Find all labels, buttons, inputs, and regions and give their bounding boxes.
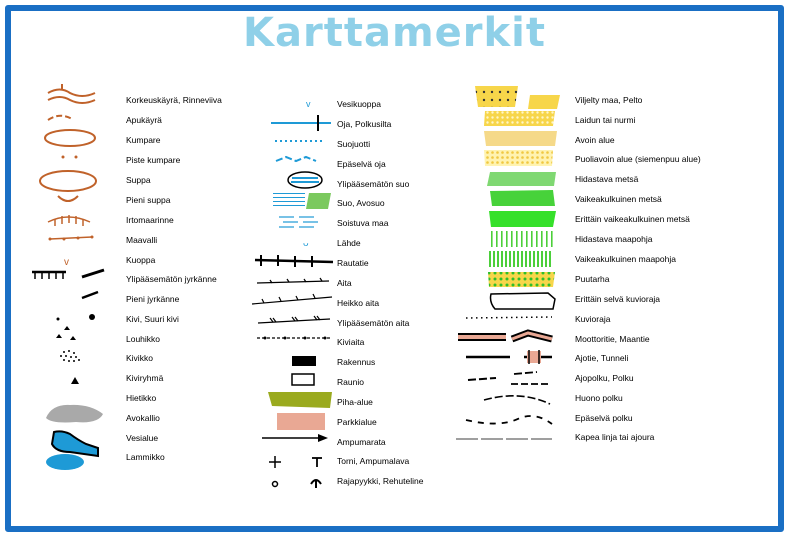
- legend-label: Avokallio: [126, 413, 160, 423]
- legend-label: Lähde: [337, 238, 361, 248]
- legend-label: Vesikuoppa: [337, 99, 381, 109]
- track-path-symbol: [468, 372, 549, 384]
- firing-range-symbol: [262, 434, 328, 442]
- boulder-symbol: [57, 314, 96, 321]
- boulder-cluster-symbol: [71, 377, 79, 384]
- small-knoll-symbol: [62, 156, 78, 159]
- legend-label: Kiviryhmä: [126, 373, 164, 383]
- parking-area-symbol: [277, 413, 325, 430]
- cairn-symbol: [273, 482, 278, 487]
- legend-label: Kivi, Suuri kivi: [126, 314, 179, 324]
- legend-label: Puutarha: [575, 274, 610, 284]
- impassable-fence-symbol: [258, 316, 330, 323]
- depression-symbol: [40, 171, 96, 191]
- legend-label: Lammikko: [126, 452, 165, 462]
- distinct-vegetation-boundary-symbol: [491, 293, 556, 309]
- fence-symbol: [257, 278, 329, 283]
- legend-label: Ylipääsemätön suo: [337, 179, 410, 189]
- weak-fence-symbol: [252, 294, 332, 304]
- small-depression-symbol: [58, 196, 78, 201]
- form-line-symbol: [48, 116, 72, 120]
- page-title: Karttamerkit: [243, 10, 546, 56]
- highway-symbol: [458, 333, 552, 339]
- waterhole-symbol: v: [306, 99, 311, 109]
- legend-label: Ylipääsemätön jyrkänne: [126, 274, 217, 284]
- legend-label: Aita: [337, 278, 352, 288]
- legend-label: Kivikko: [126, 353, 153, 363]
- boulder-field-symbol: [56, 326, 76, 340]
- stone-wall-symbol: [257, 337, 330, 340]
- spring-symbol: ᴗ: [303, 238, 309, 249]
- legend-label: Rautatie: [337, 258, 369, 268]
- legend-label: Ylipääsemätön aita: [337, 318, 410, 328]
- legend-label: Oja, Polkusilta: [337, 119, 392, 129]
- railway-symbol: [255, 255, 333, 267]
- legend-label: Irtomaarinne: [126, 215, 174, 225]
- legend-label: Vesialue: [126, 433, 159, 443]
- legend-label: Laidun tai nurmi: [575, 115, 636, 125]
- legend-label: Soistuva maa: [337, 218, 389, 228]
- orchard-symbol: [488, 272, 555, 287]
- small-cliff-symbol: [82, 292, 98, 298]
- ditch-symbol: [271, 115, 331, 131]
- legend-label: Erittäin vaikeakulkuinen metsä: [575, 214, 690, 224]
- legend-label: Suppa: [126, 175, 151, 185]
- pit-symbol: v: [64, 257, 69, 268]
- slow-forest-symbol: [487, 172, 556, 186]
- impassable-marsh-symbol: [288, 172, 322, 188]
- legend-label: Hietikko: [126, 393, 157, 403]
- legend-label: Hidastava metsä: [575, 174, 639, 184]
- legend-label: Moottoritie, Maantie: [575, 334, 650, 344]
- legend-label: Louhikko: [126, 334, 161, 344]
- legend-label: Pieni suppa: [126, 195, 171, 205]
- earth-wall-symbol: [49, 236, 94, 241]
- vegetation-boundary-symbol: [466, 317, 552, 318]
- road-tunnel-symbol: [466, 350, 552, 364]
- legend-label: Erittäin selvä kuvioraja: [575, 294, 661, 304]
- legend-label: Pieni jyrkänne: [126, 294, 180, 304]
- indistinct-path-symbol: [466, 416, 552, 424]
- legend-label: Rakennus: [337, 357, 376, 367]
- cultivated-land-symbol: [475, 86, 560, 109]
- legend-label: Kiviaita: [337, 337, 365, 347]
- open-land-symbol: [484, 131, 557, 146]
- semi-open-land-symbol: [484, 150, 553, 166]
- legend-label: Ajotie, Tunneli: [575, 353, 629, 363]
- pond-symbol: [46, 454, 84, 470]
- impassable-cliff-symbol: [32, 270, 104, 279]
- indistinct-marsh-symbol: [279, 217, 318, 227]
- legend-label: Suo, Avosuo: [337, 198, 385, 208]
- legend-label: Huono polku: [575, 393, 623, 403]
- legend-label: Kuvioraja: [575, 314, 611, 324]
- legend-label: Puoliavoin alue (siemenpuu alue): [575, 154, 701, 164]
- legend-label: Raunio: [337, 377, 364, 387]
- legend-label: Viljelty maa, Pelto: [575, 95, 643, 105]
- legend-label: Vaikeakulkuinen metsä: [575, 194, 662, 204]
- fodder-rack-symbol: [311, 480, 321, 488]
- very-difficult-forest-symbol: [489, 211, 556, 227]
- contour-line-symbol: [48, 84, 95, 103]
- building-symbol: [292, 356, 316, 366]
- legend-label: Maavalli: [126, 235, 158, 245]
- legend-label: Rajapyykki, Rehuteline: [337, 476, 424, 486]
- legend-label: Korkeuskäyrä, Rinneviiva: [126, 95, 222, 105]
- meadow-symbol: [484, 111, 555, 126]
- legend-label: Parkkialue: [337, 417, 377, 427]
- shooting-platform-symbol: [312, 458, 322, 467]
- knoll-symbol: [45, 130, 95, 146]
- legend-label: Epäselvä oja: [337, 159, 386, 169]
- earth-bank-symbol: [48, 215, 90, 226]
- legend-label: Torni, Ampumalava: [337, 456, 410, 466]
- ruin-symbol: [292, 374, 314, 385]
- small-path-symbol: [484, 396, 550, 404]
- settlement-symbol: [268, 392, 332, 408]
- legend-label: Epäselvä polku: [575, 413, 633, 423]
- legend-label: Kapea linja tai ajoura: [575, 432, 655, 442]
- legend-label: Ajopolku, Polku: [575, 373, 634, 383]
- legend-label: Suojuotti: [337, 139, 371, 149]
- tower-symbol: [269, 456, 281, 468]
- legend-label: Vaikeakulkuinen maapohja: [575, 254, 676, 264]
- legend-label: Hidastava maapohja: [575, 234, 653, 244]
- difficult-forest-symbol: [490, 190, 555, 206]
- legend-label: Avoin alue: [575, 135, 615, 145]
- legend-label: Kuoppa: [126, 255, 156, 265]
- difficult-undergrowth-symbol: [489, 251, 553, 267]
- legend-label: Kumpare: [126, 135, 161, 145]
- sandy-ground-symbol: [46, 405, 103, 423]
- open-water-symbol: [52, 431, 98, 456]
- stony-ground-symbol: [60, 350, 80, 362]
- legend-label: Heikko aita: [337, 298, 380, 308]
- legend-label: Piste kumpare: [126, 155, 181, 165]
- legend-label: Piha-alue: [337, 397, 373, 407]
- marsh-symbol: [273, 193, 331, 209]
- slow-undergrowth-symbol: [489, 231, 553, 247]
- legend-label: Apukäyrä: [126, 115, 162, 125]
- legend-label: Ampumarata: [337, 437, 386, 447]
- uncrossable-ditch-symbol: [276, 157, 316, 161]
